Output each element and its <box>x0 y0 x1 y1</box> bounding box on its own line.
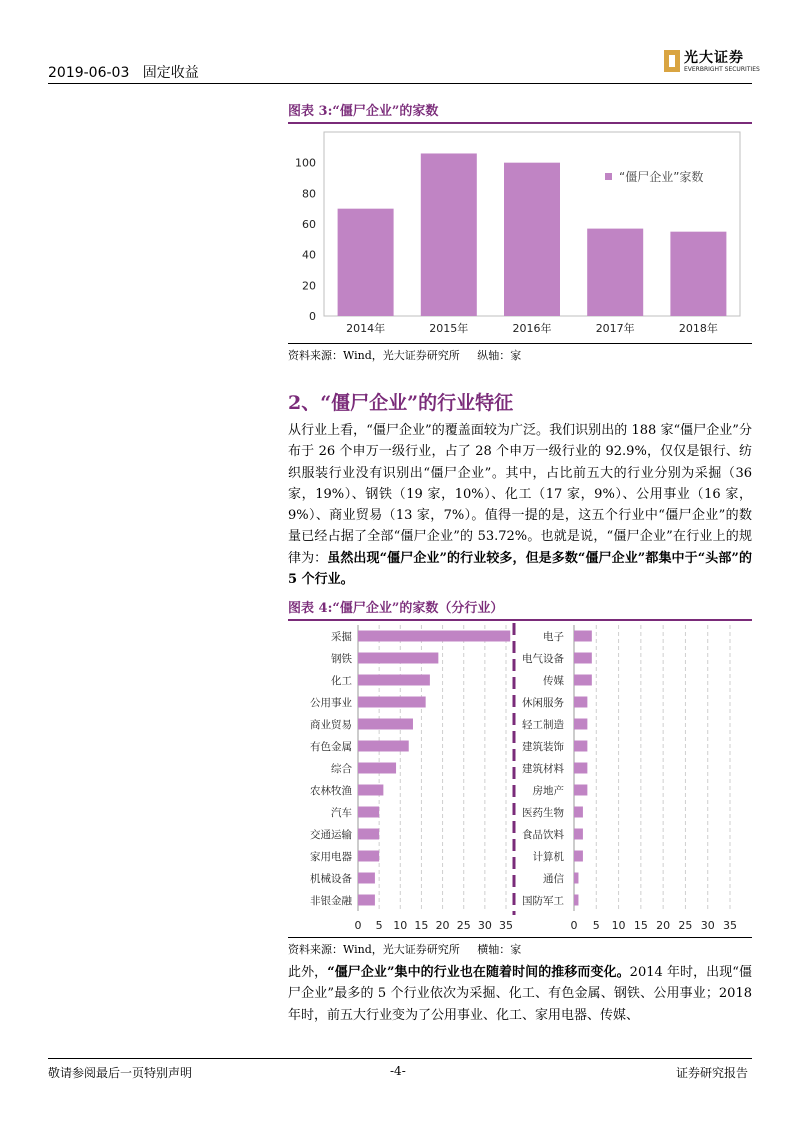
bar <box>358 653 438 664</box>
body-paragraph-2 <box>288 962 752 1026</box>
y-tick-label: 40 <box>302 248 316 262</box>
bar <box>574 741 587 752</box>
bar <box>358 719 413 730</box>
bar <box>670 232 726 316</box>
category-label: 传媒 <box>543 675 564 687</box>
category-label: 汽车 <box>331 807 352 819</box>
footer-divider <box>48 1058 752 1059</box>
footer-disclaimer: 敬请参阅最后一页特别声明 <box>48 1066 193 1080</box>
category-label: 房地产 <box>532 785 564 797</box>
bar <box>574 675 592 686</box>
category-label: 公用事业 <box>310 697 352 709</box>
bar <box>358 763 396 774</box>
category-label: 化工 <box>331 675 352 687</box>
category-label: 休闲服务 <box>522 697 564 709</box>
logo-mark-icon <box>664 50 680 72</box>
chart2-source-line <box>288 941 521 957</box>
x-tick-label: 5 <box>375 919 383 932</box>
bar <box>358 785 383 796</box>
category-label: 食品饮料 <box>522 829 564 841</box>
bar <box>358 741 409 752</box>
chart2-axis-note: 横轴：家 <box>477 943 522 956</box>
bar <box>358 873 375 884</box>
x-tick-label: 2016年 <box>512 322 552 335</box>
paragraph-1-bold: 虽然出现“僵尸企业”的行业较多，但是多数“僵尸企业”都集中于“头部”的 5 个行业。 <box>288 550 752 588</box>
logo-subtext: EVERBRIGHT SECURITIES <box>684 66 760 73</box>
bar <box>574 719 587 730</box>
x-tick-label: 2015年 <box>429 322 469 335</box>
category-label: 钢铁 <box>331 653 352 665</box>
x-tick-label: 35 <box>723 919 737 932</box>
bar <box>358 807 379 818</box>
bar <box>574 873 578 884</box>
x-tick-label: 2018年 <box>678 322 718 335</box>
category-label: 采掘 <box>331 631 352 643</box>
x-tick-label: 25 <box>456 919 471 932</box>
category-label: 家用电器 <box>310 851 352 863</box>
legend-label: “僵尸企业”家数 <box>619 170 704 184</box>
category-label: 机械设备 <box>310 873 352 885</box>
x-tick-label: 5 <box>592 919 600 932</box>
paragraph-2-text: 2014 年时，出现“僵尸企业”最多的 5 个行业依次为采掘、化工、有色金属、钢铁、公用事业；2018 年时，前五大行业变为了公用事业、化工、家用电器、传媒、 <box>288 965 752 1023</box>
chart2-bottom-rule <box>288 937 752 938</box>
logo-text: 光大证券 <box>684 50 744 66</box>
category-label: 交通运输 <box>310 829 352 841</box>
footer-page-number: -4- <box>390 1064 406 1078</box>
x-tick-label: 35 <box>499 919 513 932</box>
category-label: 轻工制造 <box>522 719 564 731</box>
bar <box>358 631 510 642</box>
chart2-source: 资料来源：Wind，光大证券研究所 <box>288 943 460 956</box>
footer-report-type: 证券研究报告 <box>676 1066 749 1080</box>
header-divider <box>48 83 752 84</box>
x-tick-label: 0 <box>354 919 362 932</box>
bar <box>587 229 643 316</box>
y-tick-label: 80 <box>302 187 316 201</box>
bar <box>421 153 477 316</box>
category-label: 建筑装饰 <box>522 741 564 753</box>
report-section: 固定收益 <box>142 65 199 81</box>
x-tick-label: 0 <box>570 919 578 932</box>
x-tick-label: 15 <box>633 919 648 932</box>
category-label: 国防军工 <box>522 895 564 907</box>
chart2-canvas <box>288 621 752 937</box>
x-tick-label: 15 <box>414 919 429 932</box>
bar <box>574 785 587 796</box>
category-label: 农林牧渔 <box>310 785 352 797</box>
chart1-source-line <box>288 347 521 363</box>
category-label: 建筑材料 <box>522 763 564 775</box>
x-tick-label: 30 <box>700 919 715 932</box>
category-label: 计算机 <box>532 851 564 863</box>
section-heading: 2、“僵尸企业”的行业特征 <box>288 392 514 414</box>
y-tick-label: 60 <box>302 218 316 231</box>
body-paragraph-1 <box>288 420 752 590</box>
bar <box>358 851 379 862</box>
y-tick-label: 20 <box>302 279 316 293</box>
bar <box>574 763 587 774</box>
header-meta <box>48 62 199 82</box>
bar <box>574 829 583 840</box>
bar <box>574 895 578 906</box>
paragraph-1-text: 从行业上看，“僵尸企业”的覆盖面较为广泛。我们识别出的 188 家“僵尸企业”分布于 26 个申万一级行业，占了 28 个申万一级行业的 92.9%，仅仅是银行、纺织服装行业没有识别出“僵尸企业”。其中，占比前五大的行业分别为采掘（36 家，19%）、钢铁（19 家，10%）、化工（17 家，9%）、公用事业（16 家，9%）、商业贸易（13 家，7%）。值得一提的是，这五个行业中“僵尸企业”的数量已经占据了全部“僵尸企业”的 53.72%。也就是说，“僵尸企业”在行业上的规律为： <box>288 423 752 566</box>
x-tick-label: 10 <box>393 919 408 932</box>
x-tick-label: 30 <box>477 919 492 932</box>
category-label: 医药生物 <box>522 807 564 819</box>
chart1-title: 图表 3:“僵尸企业”的家数 <box>288 104 439 119</box>
bar <box>358 895 375 906</box>
x-tick-label: 10 <box>611 919 626 932</box>
paragraph-2-lead: 此外， <box>288 965 328 980</box>
y-tick-label: 100 <box>295 156 316 170</box>
bar <box>338 209 394 316</box>
chart1-canvas <box>288 124 752 342</box>
bar <box>574 653 592 664</box>
category-label: 商业贸易 <box>310 719 352 731</box>
category-label: 有色金属 <box>310 741 352 753</box>
bar <box>574 697 587 708</box>
bar <box>574 851 583 862</box>
bar <box>574 807 583 818</box>
bar <box>504 163 560 316</box>
x-tick-label: 20 <box>435 919 450 932</box>
x-tick-label: 20 <box>656 919 671 932</box>
category-label: 通信 <box>543 873 564 885</box>
chart1-axis-note: 纵轴：家 <box>477 349 522 362</box>
paragraph-2-bold: “僵尸企业”集中的行业也在随着时间的推移而变化。 <box>327 965 630 980</box>
category-label: 非银金融 <box>310 895 352 907</box>
bar <box>574 631 592 642</box>
bar <box>358 675 430 686</box>
bar <box>358 829 379 840</box>
brand-logo <box>664 47 764 79</box>
x-tick-label: 25 <box>678 919 693 932</box>
chart1-source: 资料来源：Wind，光大证券研究所 <box>288 349 460 362</box>
report-date: 2019-06-03 <box>48 65 130 81</box>
y-tick-label: 0 <box>309 310 316 323</box>
x-tick-label: 2017年 <box>595 322 635 335</box>
bar <box>358 697 426 708</box>
chart1-bottom-rule <box>288 343 752 344</box>
legend-swatch <box>605 173 612 180</box>
x-tick-label: 2014年 <box>346 322 386 335</box>
category-label: 综合 <box>331 763 352 775</box>
category-label: 电气设备 <box>522 653 564 665</box>
category-label: 电子 <box>543 631 564 643</box>
chart2-title: 图表 4:“僵尸企业”的家数（分行业） <box>288 601 504 616</box>
